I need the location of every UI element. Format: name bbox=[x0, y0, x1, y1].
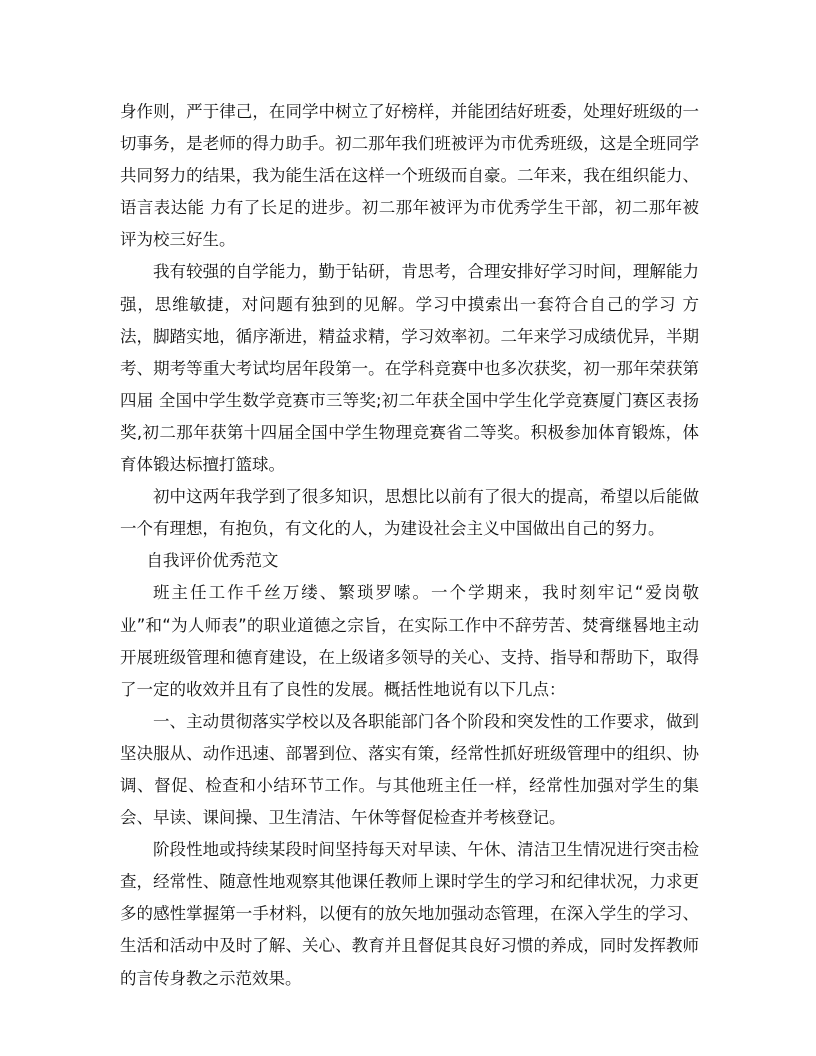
paragraph-teacher-intro: 班主任工作千丝万缕、繁琐罗嗦。一个学期来，我时刻牢记“爱岗敬业”和“为人师表”的职业道德之宗旨，在实际工作中不辞劳苦、焚膏继晷地主动开展班级管理和德育建设，在上级诸多领导的关心、支持、指导和帮助下，取得了一定的收效并且有了良性的发展。概括性地说有以下几点： bbox=[120, 583, 699, 699]
paragraph-self-study: 我有较强的自学能力，勤于钻研，肯思考，合理安排好学习时间，理解能力强，思维敏捷，对问题有独到的见解。学习中摸索出一套符合自己的学习 方法，脚踏实地，循序渐进，精益求精，学习效率初。二年来学习成绩优异，半期考、期考等重大考试均居年段第一。在学科竞赛中也多次获奖，初一那年荣获第四届 全国中学生数学竞赛市三等奖;初二年获全国中学生化学竞赛厦门赛区表扬奖,初二那年获第十四届全国中学生物理竞赛省二等奖。积极参加体育锻炼，体育体锻达标擅打篮球。 bbox=[120, 262, 699, 475]
paragraph-intro-continuation: 身作则，严于律己，在同学中树立了好榜样，并能团结好班委，处理好班级的一切事务，是老师的得力助手。初二那年我们班被评为市优秀班级，这是全班同学共同努力的结果，我为能生活在这样一个班级而自豪。二年来，我在组织能力、语言表达能 力有了长足的进步。初二那年被评为市优秀学生干部，初二那年被评为校三好生。 bbox=[120, 102, 699, 250]
section-heading: 自我评价优秀范文 bbox=[146, 551, 279, 571]
paragraph-conclusion: 初中这两年我学到了很多知识，思想比以前有了很大的提高，希望以后能做一个有理想，有抱负，有文化的人，为建设社会主义中国做出自己的努力。 bbox=[120, 487, 699, 539]
paragraph-point-one: 一、主动贯彻落实学校以及各职能部门各个阶段和突发性的工作要求，做到坚决服从、动作迅速、部署到位、落实有策，经常性抓好班级管理中的组织、协调、督促、检查和小结环节工作。与其他班主任一样，经常性加强对学生的集会、早读、课间操、卫生清洁、午休等督促检查并考核登记。 bbox=[120, 711, 699, 828]
paragraph-inspection: 阶段性地或持续某段时间坚持每天对早读、午休、清洁卫生情况进行突击检查，经常性、随意性地观察其他课任教师上课时学生的学习和纪律状况，力求更多的感性掌握第一手材料，以便有的放矢地加强动态管理，在深入学生的学习、生活和活动中及时了解、关心、教育并且督促其良好习惯的养成，同时发挥教师的言传身教之示范效果。 bbox=[120, 840, 699, 988]
document-body bbox=[120, 96, 699, 995]
